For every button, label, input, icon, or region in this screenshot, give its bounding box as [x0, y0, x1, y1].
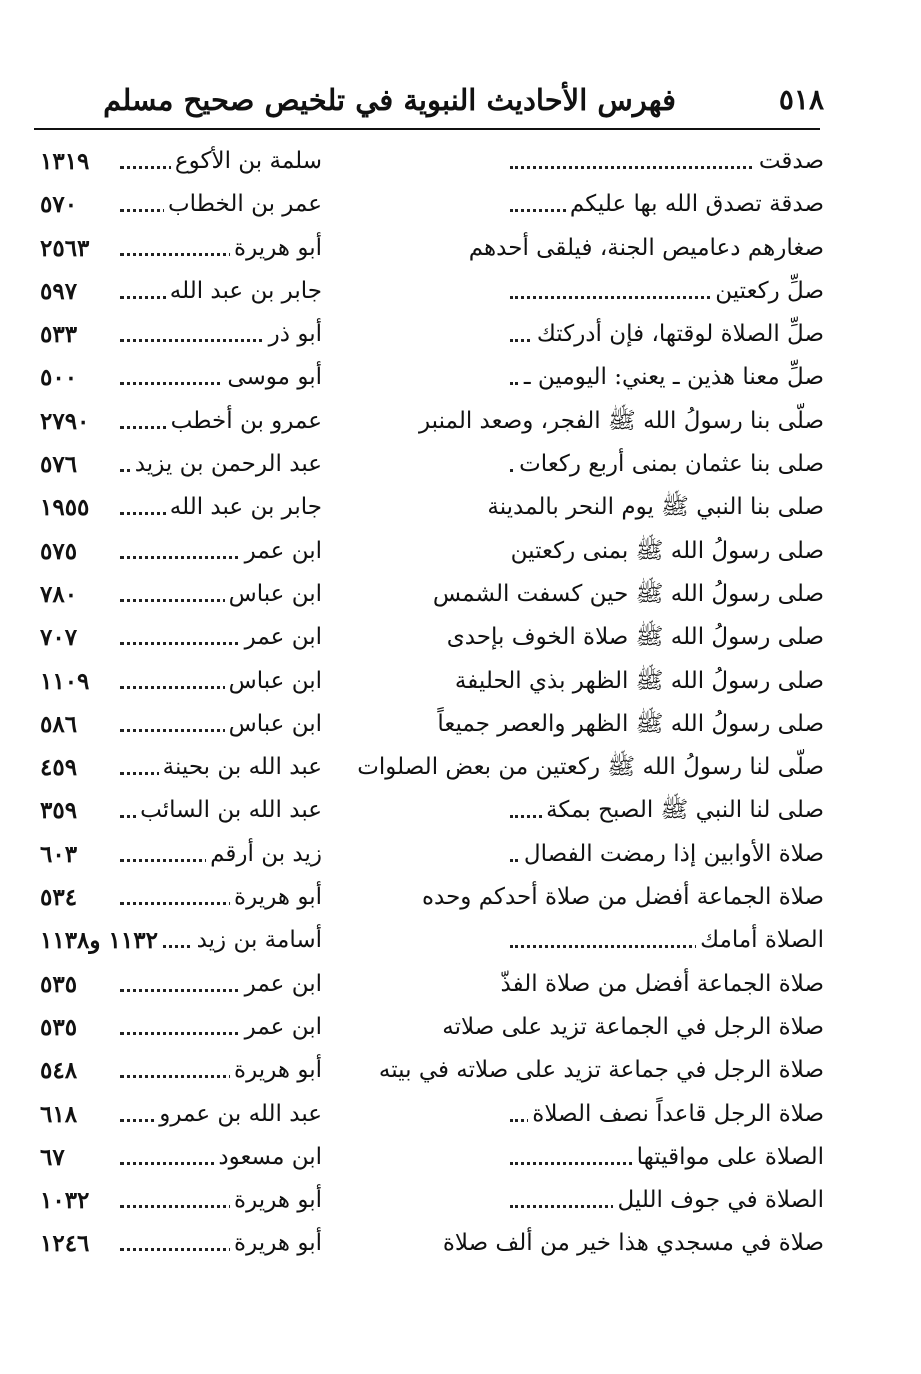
hadith-number: ٥٣٥ — [40, 963, 81, 1006]
narrator-name: عبد الله بن بحينة — [159, 746, 324, 789]
narrator-name: أبو هريرة — [230, 876, 324, 919]
hadith-number: ١٣١٩ — [40, 140, 93, 183]
index-entry — [40, 876, 824, 919]
hadith-number: ١١٣٢ و١١٣٨ — [40, 919, 162, 962]
hadith-text: صلِّ معنا هذين ـ يعني: اليومين ـ — [520, 356, 824, 399]
index-entry — [40, 789, 824, 832]
index-entry — [40, 400, 824, 443]
hadith-text: الصلاة على مواقيتها — [633, 1136, 824, 1179]
hadith-number: ٥٧٦ — [40, 443, 81, 486]
index-entry — [40, 703, 824, 746]
narrator-name: عمر بن الخطاب — [164, 183, 324, 226]
hadith-text: صلى رسولُ الله ﷺ الظهر والعصر جميعاً — [433, 703, 824, 746]
hadith-text: صلاة الرجل في جماعة تزيد على صلاته في بيته — [375, 1049, 824, 1092]
hadith-text: صلى رسولُ الله ﷺ حين كسفت الشمس — [429, 573, 824, 616]
narrator-name: جابر بن عبد الله — [166, 270, 324, 313]
hadith-text: صلاة الجماعة أفضل من صلاة أحدكم وحده — [418, 876, 824, 919]
hadith-text: صلاة الرجل قاعداً نصف الصلاة — [528, 1093, 824, 1136]
narrator-name: أبو هريرة — [230, 1049, 324, 1092]
hadith-number: ٥٣٤ — [40, 876, 81, 919]
hadith-number: ٦٧ — [40, 1136, 69, 1179]
hadith-text: صلاة في مسجدي هذا خير من ألف صلاة — [439, 1222, 824, 1265]
hadith-number: ٥٧٠ — [40, 183, 81, 226]
hadith-text: صلى لنا النبي ﷺ الصبح بمكة — [542, 789, 824, 832]
hadith-text: صلِّ ركعتين — [711, 270, 824, 313]
index-entry — [40, 530, 824, 573]
hadith-text: صلّى لنا رسولُ الله ﷺ ركعتين من بعض الصلوات — [353, 746, 824, 789]
narrator-name: عمرو بن أخطب — [167, 400, 324, 443]
index-entry — [40, 183, 824, 226]
index-entries — [40, 140, 824, 1266]
narrator-name: أبو هريرة — [230, 227, 324, 270]
hadith-number: ١٩٥٥ — [40, 486, 93, 529]
narrator-name: ابن عباس — [225, 703, 324, 746]
hadith-text: صلاة الرجل في الجماعة تزيد على صلاته — [438, 1006, 824, 1049]
hadith-number: ٦٠٣ — [40, 833, 81, 876]
hadith-text: صلى رسولُ الله ﷺ الظهر بذي الحليفة — [451, 660, 824, 703]
hadith-number: ١٠٣٢ — [40, 1179, 93, 1222]
index-entry — [40, 356, 824, 399]
hadith-text: صلى بنا عثمان بمنى أربع ركعات — [515, 443, 824, 486]
index-entry — [40, 1222, 824, 1265]
narrator-name: أسامة بن زيد — [193, 919, 324, 962]
index-entry — [40, 486, 824, 529]
hadith-text: صلّى بنا رسولُ الله ﷺ الفجر، وصعد المنبر — [415, 400, 824, 443]
index-entry — [40, 270, 824, 313]
hadith-text: صغارهم دعاميص الجنة، فيلقى أحدهم — [465, 227, 824, 270]
index-entry — [40, 443, 824, 486]
hadith-text: صدقت — [755, 140, 824, 183]
hadith-number: ٥٣٥ — [40, 1006, 81, 1049]
index-entry — [40, 1093, 824, 1136]
index-entry — [40, 833, 824, 876]
hadith-text: الصلاة في جوف الليل — [613, 1179, 824, 1222]
narrator-name: سلمة بن الأكوع — [171, 140, 324, 183]
hadith-text: صلِّ الصلاة لوقتها، فإن أدركتك — [533, 313, 824, 356]
hadith-number: ٥٤٨ — [40, 1049, 81, 1092]
hadith-text: الصلاة أمامك — [696, 919, 824, 962]
narrator-name: ابن عمر — [241, 963, 324, 1006]
narrator-name: ابن عباس — [225, 660, 324, 703]
running-title: فهرس الأحاديث النبوية في تلخيص صحيح مسلم — [103, 83, 676, 117]
index-entry — [40, 227, 824, 270]
index-entry — [40, 963, 824, 1006]
index-entry — [40, 919, 824, 962]
hadith-number: ٦١٨ — [40, 1093, 81, 1136]
hadith-text: صلى بنا النبي ﷺ يوم النحر بالمدينة — [483, 486, 824, 529]
hadith-text: صدقة تصدق الله بها عليكم — [566, 183, 824, 226]
index-entry — [40, 313, 824, 356]
narrator-name: ابن عمر — [241, 530, 324, 573]
hadith-text: صلى رسولُ الله ﷺ بمنى ركعتين — [507, 530, 824, 573]
index-entry — [40, 1006, 824, 1049]
header-rule — [34, 128, 820, 130]
index-entry — [40, 1049, 824, 1092]
hadith-number: ٥٨٦ — [40, 703, 81, 746]
hadith-text: صلى رسولُ الله ﷺ صلاة الخوف بإحدى — [443, 616, 824, 659]
narrator-name: أبو ذر — [265, 313, 324, 356]
narrator-name: ابن عباس — [225, 573, 324, 616]
narrator-name: أبو موسى — [223, 356, 324, 399]
narrator-name: عبد الله بن عمرو — [155, 1093, 324, 1136]
narrator-name: عبد الرحمن بن يزيد — [131, 443, 324, 486]
index-entry — [40, 660, 824, 703]
hadith-number: ٥٩٧ — [40, 270, 81, 313]
index-entry — [40, 616, 824, 659]
hadith-text: صلاة الأوابين إذا رمضت الفصال — [520, 833, 824, 876]
index-entry — [40, 573, 824, 616]
narrator-name: ابن عمر — [241, 1006, 324, 1049]
hadith-number: ٤٥٩ — [40, 746, 81, 789]
index-entry — [40, 746, 824, 789]
narrator-name: عبد الله بن السائب — [136, 789, 324, 832]
page-header — [98, 78, 824, 122]
index-entry — [40, 140, 824, 183]
hadith-number: ٥٣٣ — [40, 313, 81, 356]
narrator-name: ابن عمر — [241, 616, 324, 659]
narrator-name: ابن مسعود — [214, 1136, 324, 1179]
hadith-number: ٥٧٥ — [40, 530, 81, 573]
hadith-text: صلاة الجماعة أفضل من صلاة الفذّ — [497, 963, 824, 1006]
narrator-name: أبو هريرة — [230, 1179, 324, 1222]
hadith-number: ١١٠٩ — [40, 660, 93, 703]
page-number: ٥١٨ — [778, 83, 824, 116]
index-entry — [40, 1179, 824, 1222]
narrator-name: زيد بن أرقم — [206, 833, 324, 876]
hadith-number: ٢٧٩٠ — [40, 400, 93, 443]
hadith-number: ٣٥٩ — [40, 789, 81, 832]
narrator-name: جابر بن عبد الله — [166, 486, 324, 529]
hadith-number: ٧٠٧ — [40, 616, 81, 659]
hadith-number: ١٢٤٦ — [40, 1222, 93, 1265]
hadith-number: ٢٥٦٣ — [40, 227, 93, 270]
narrator-name: أبو هريرة — [230, 1222, 324, 1265]
index-entry — [40, 1136, 824, 1179]
hadith-number: ٥٠٠ — [40, 356, 81, 399]
hadith-number: ٧٨٠ — [40, 573, 81, 616]
